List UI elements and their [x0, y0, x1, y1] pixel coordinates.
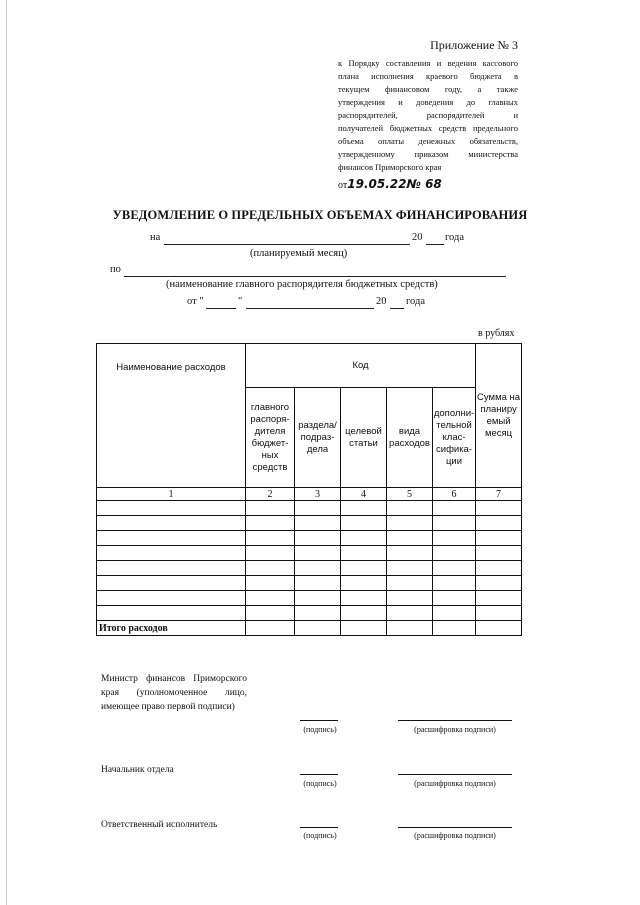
date-month-field[interactable] [246, 308, 374, 309]
document-title: УВЕДОМЛЕНИЕ О ПРЕДЕЛЬНЫХ ОБЪЕМАХ ФИНАНСИРОВАНИЯ [112, 208, 528, 222]
table-cell[interactable] [387, 561, 433, 576]
table-row [97, 516, 522, 531]
date-prefix: от " [187, 296, 204, 307]
period-year-suffix: года [445, 232, 464, 243]
table-cell[interactable] [295, 621, 341, 636]
table-cell[interactable] [295, 531, 341, 546]
date-year-prefix: 20 [376, 296, 387, 307]
table-cell[interactable] [97, 546, 246, 561]
scan-edge [6, 0, 7, 905]
table-cell[interactable] [433, 621, 476, 636]
appendix-heading: Приложение № 3 [430, 38, 518, 52]
table-row [97, 531, 522, 546]
minister-title: Министр финансов Приморского края (уполномоченное лицо, имеющее право первой подписи) [101, 674, 247, 712]
table-cell[interactable] [295, 576, 341, 591]
table-cell[interactable] [476, 591, 522, 606]
table-cell[interactable] [246, 516, 295, 531]
head-title: Начальник отдела [101, 765, 174, 775]
appendix-line: получателей бюджетных средств предельного [338, 123, 518, 133]
minister-decode-line[interactable] [398, 720, 512, 721]
column-number: 2 [246, 488, 295, 501]
table-cell[interactable] [246, 591, 295, 606]
appendix-line: текущем финансовом году, а также [338, 84, 518, 94]
table-cell[interactable] [341, 501, 387, 516]
minister-sign-caption: (подпись) [303, 725, 337, 734]
date-year-suffix: года [406, 296, 425, 307]
table-cell[interactable] [97, 531, 246, 546]
handwritten-order-number: 19.05.22№ 68 [347, 177, 442, 191]
table-cell[interactable] [295, 516, 341, 531]
header-target-item: целевой статьи [341, 388, 387, 488]
table-cell[interactable] [97, 591, 246, 606]
table-cell[interactable] [476, 546, 522, 561]
table-cell[interactable] [97, 516, 246, 531]
table-cell[interactable] [341, 561, 387, 576]
table-cell[interactable] [246, 606, 295, 621]
header-expense-type: вида расходов [387, 388, 433, 488]
table-cell[interactable] [295, 561, 341, 576]
table-cell[interactable] [433, 591, 476, 606]
executor-decode-caption: (расшифровка подписи) [414, 831, 496, 840]
header-section: раздела/ подраз-дела [295, 388, 341, 488]
date-year-field[interactable] [390, 308, 404, 309]
header-additional-class: дополни-тельной клас-сифика-ции [433, 388, 476, 488]
period-prefix: на [150, 232, 161, 243]
appendix-line: утверждения и доведения до главных [338, 97, 518, 107]
table-cell[interactable] [246, 531, 295, 546]
table-cell[interactable] [341, 531, 387, 546]
period-caption: (планируемый месяц) [250, 248, 348, 259]
head-decode-line[interactable] [398, 774, 512, 775]
table-cell[interactable] [387, 531, 433, 546]
table-cell[interactable] [295, 606, 341, 621]
appendix-block [338, 38, 518, 191]
column-number: 3 [295, 488, 341, 501]
table-cell[interactable] [433, 606, 476, 621]
minister-decode-caption: (расшифровка подписи) [414, 725, 496, 734]
head-sign-caption: (подпись) [303, 779, 337, 788]
year-field[interactable] [426, 244, 444, 245]
recipient-field[interactable] [124, 276, 506, 277]
header-expense-name: Наименование расходов [97, 344, 246, 488]
table-cell[interactable] [246, 501, 295, 516]
header-sum: Сумма на планиру емый месяц [476, 344, 522, 488]
table-cell[interactable] [387, 501, 433, 516]
table-cell[interactable] [433, 531, 476, 546]
table-cell[interactable] [341, 576, 387, 591]
units-label: в рублях [478, 328, 515, 339]
table-cell[interactable] [433, 576, 476, 591]
appendix-line: финансов Приморского края [338, 162, 442, 172]
table-cell[interactable] [433, 501, 476, 516]
table-cell[interactable] [433, 516, 476, 531]
table-row [97, 606, 522, 621]
period-year-prefix: 20 [412, 232, 423, 243]
head-decode-caption: (расшифровка подписи) [414, 779, 496, 788]
day-field[interactable] [206, 308, 236, 309]
table-cell[interactable] [476, 501, 522, 516]
appendix-line: к Порядку составления и ведения кассового [338, 58, 518, 68]
table-cell[interactable] [246, 561, 295, 576]
header-main-manager: главного распоря-дителя бюджет-ных средств [246, 388, 295, 488]
table-row [97, 501, 522, 516]
table-cell[interactable] [97, 606, 246, 621]
table-cell[interactable] [295, 591, 341, 606]
table-cell[interactable] [433, 546, 476, 561]
table-cell[interactable] [246, 576, 295, 591]
table-cell[interactable] [476, 621, 522, 636]
month-field[interactable] [164, 244, 410, 245]
table-row [97, 561, 522, 576]
table-cell[interactable] [341, 591, 387, 606]
financing-table [96, 343, 522, 636]
executor-decode-line[interactable] [398, 827, 512, 828]
table-cell[interactable] [387, 621, 433, 636]
order-reference [338, 177, 518, 191]
table-cell[interactable] [246, 621, 295, 636]
column-number: 1 [97, 488, 246, 501]
appendix-line: распорядителей, распорядителей и [338, 110, 518, 120]
table-row [97, 591, 522, 606]
table-cell[interactable] [476, 531, 522, 546]
table-cell[interactable] [97, 576, 246, 591]
recipient-prefix: по [110, 264, 121, 275]
table-cell[interactable] [387, 576, 433, 591]
table-cell[interactable] [387, 516, 433, 531]
table-cell[interactable] [341, 546, 387, 561]
table-cell[interactable] [246, 546, 295, 561]
column-number: 6 [433, 488, 476, 501]
appendix-line: объема оплаты денежных обязательств, [338, 136, 518, 146]
table-row [97, 576, 522, 591]
table-cell[interactable] [387, 606, 433, 621]
date-quote-close: " [238, 296, 243, 307]
minister-signature-line[interactable] [300, 720, 338, 721]
total-label: Итого расходов [97, 621, 246, 636]
table-row [97, 546, 522, 561]
table-cell[interactable] [387, 546, 433, 561]
table-cell[interactable] [476, 516, 522, 531]
table-cell[interactable] [295, 501, 341, 516]
table-cell[interactable] [341, 606, 387, 621]
table-cell[interactable] [97, 561, 246, 576]
table-cell[interactable] [387, 591, 433, 606]
order-prefix: от [338, 180, 348, 191]
head-signature-line[interactable] [300, 774, 338, 775]
table-cell[interactable] [476, 561, 522, 576]
appendix-line: плана исполнения краевого бюджета в [338, 71, 518, 81]
table-cell[interactable] [341, 621, 387, 636]
table-cell[interactable] [97, 501, 246, 516]
column-number: 5 [387, 488, 433, 501]
column-number: 7 [476, 488, 522, 501]
table-cell[interactable] [433, 561, 476, 576]
header-code: Код [246, 344, 476, 388]
table-cell[interactable] [295, 546, 341, 561]
executor-sign-caption: (подпись) [303, 831, 337, 840]
table-cell[interactable] [341, 516, 387, 531]
executor-signature-line[interactable] [300, 827, 338, 828]
table-cell[interactable] [476, 606, 522, 621]
total-row [97, 621, 522, 636]
recipient-caption: (наименование главного распорядителя бюджетных средств) [166, 279, 438, 290]
executor-title: Ответственный исполнитель [101, 820, 218, 830]
column-number: 4 [341, 488, 387, 501]
table-cell[interactable] [476, 576, 522, 591]
appendix-line: утвержденному приказом министерства [338, 149, 518, 159]
